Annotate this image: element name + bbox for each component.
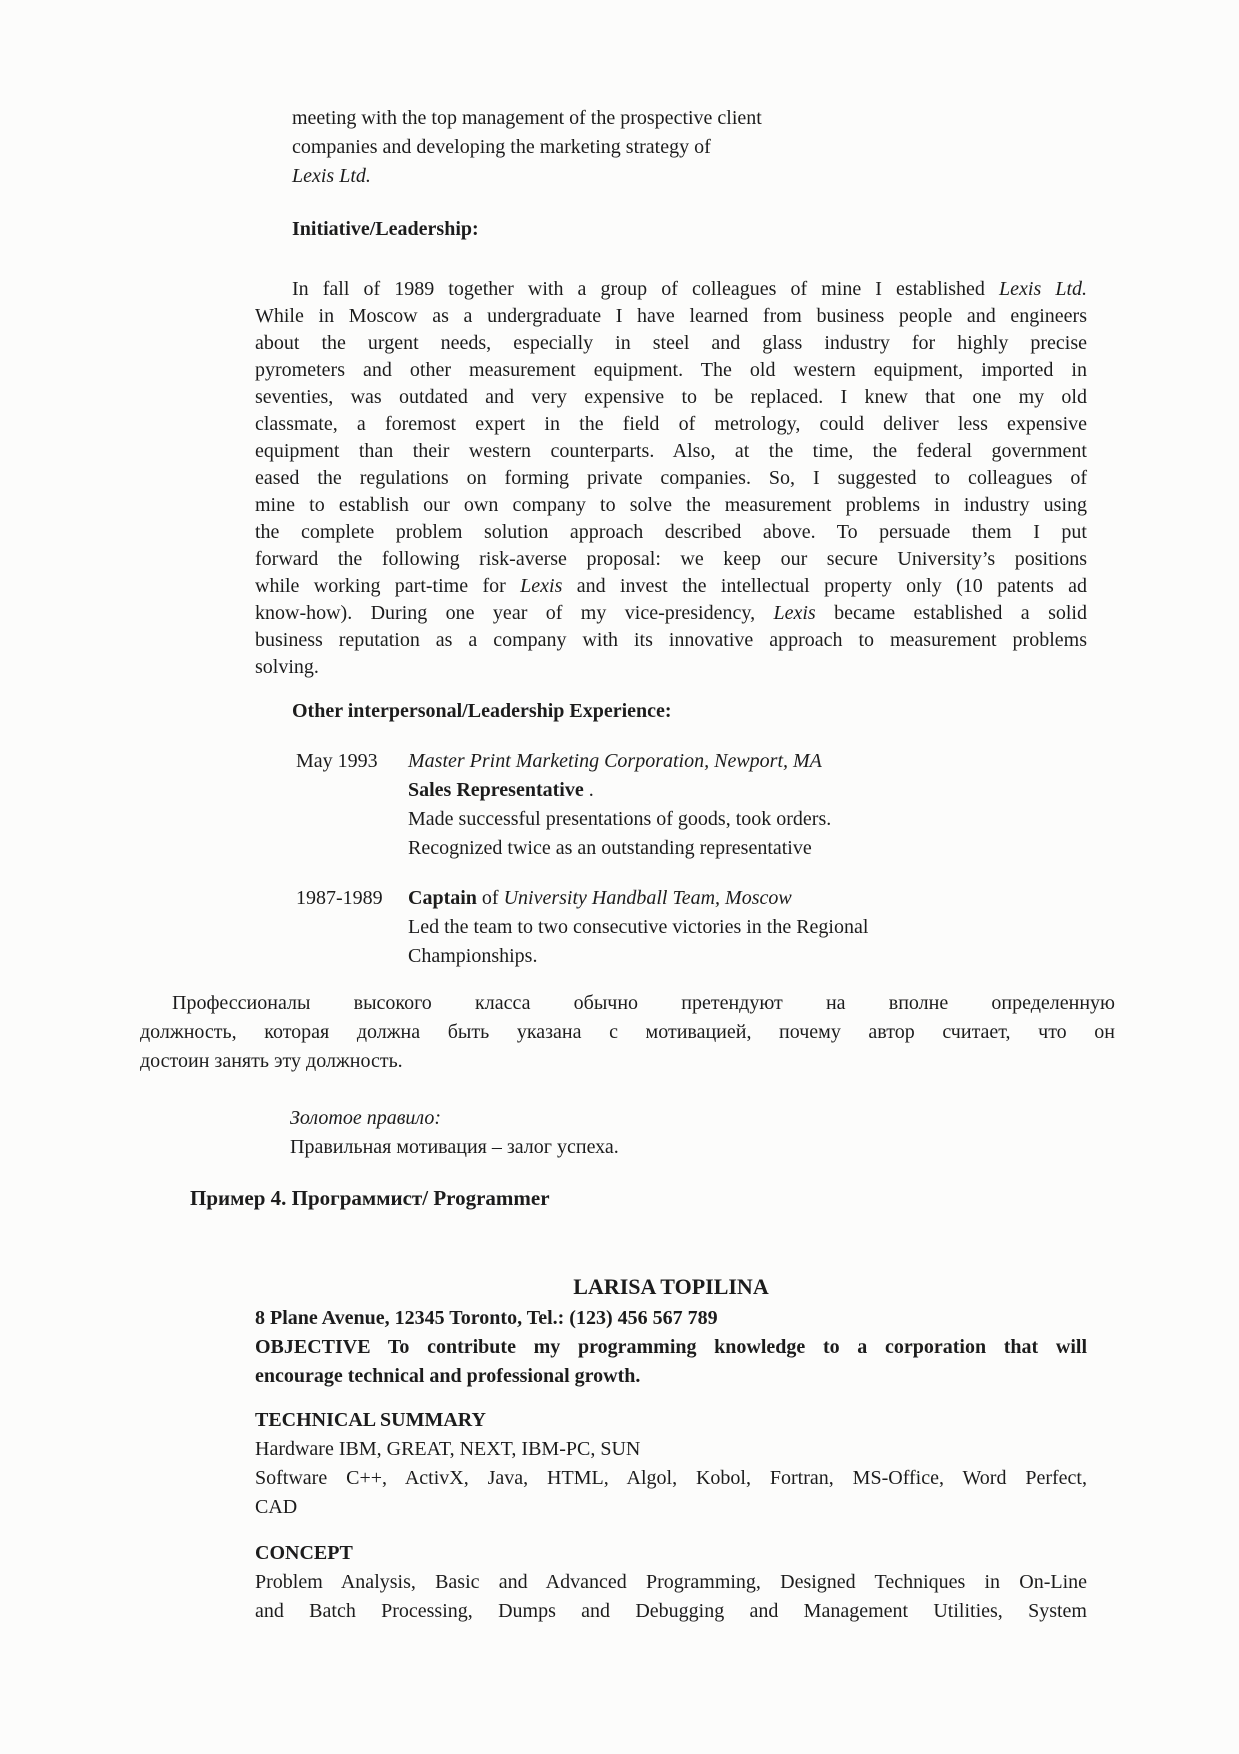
- concept-line: and Batch Processing, Dumps and Debugging and Management Utilities, System: [255, 1600, 1087, 1622]
- experience-title: Captain of University Handball Team, Moscow: [408, 887, 792, 909]
- experience-date: 1987-1989: [296, 887, 383, 909]
- resume-name: LARISA TOPILINA: [573, 1274, 769, 1299]
- experience-description: Led the team to two consecutive victories in the Regional: [408, 916, 869, 938]
- paragraph-line: while working part-time for Lexis and invest the intellectual property only (10 patents ad: [255, 575, 1087, 597]
- paragraph-line: pyrometers and other measurement equipment. The old western equipment, imported in: [255, 359, 1087, 381]
- concept-heading: CONCEPT: [255, 1542, 353, 1564]
- hardware-line: Hardware IBM, GREAT, NEXT, IBM-PC, SUN: [255, 1438, 641, 1460]
- russian-text-line: должность, которая должна быть указана с мотивацией, почему автор считает, что он: [140, 1021, 1115, 1043]
- concept-line: Problem Analysis, Basic and Advanced Programming, Designed Techniques in On-Line: [255, 1571, 1087, 1593]
- initiative-paragraph: [255, 276, 1087, 681]
- example-4-heading: Пример 4. Программист/ Programmer: [190, 1186, 550, 1210]
- software-line: Software C++, ActivX, Java, HTML, Algol, Kobol, Fortran, MS-Office, Word Perfect,: [255, 1467, 1087, 1489]
- russian-commentary-paragraph: [140, 989, 1115, 1076]
- paragraph-line: While in Moscow as a undergraduate I have learned from business people and engineers: [255, 305, 1087, 327]
- other-experience-heading: Other interpersonal/Leadership Experience:: [292, 700, 672, 722]
- paragraph-line: mine to establish our own company to solve the measurement problems in industry using: [255, 494, 1087, 516]
- intro-paragraph: [292, 104, 1239, 191]
- intro-line-company-name: Lexis Ltd.: [292, 165, 371, 187]
- experience-description: Made successful presentations of goods, took orders.: [408, 808, 832, 830]
- experience-date: May 1993: [296, 750, 378, 772]
- experience-details: [408, 884, 1119, 971]
- technical-summary-heading: TECHNICAL SUMMARY: [255, 1409, 486, 1431]
- experience-details: [408, 747, 1119, 863]
- experience-company: Master Print Marketing Corporation, Newport, MA: [408, 750, 822, 772]
- experience-entry-sales: [296, 747, 1119, 863]
- russian-text-line: достоин занять эту должность.: [140, 1050, 403, 1072]
- resume-example-block: [255, 1269, 1087, 1626]
- russian-text-line: Профессионалы высокого класса обычно претендуют на вполне определенную: [172, 992, 1115, 1014]
- intro-line: companies and developing the marketing strategy of: [292, 136, 711, 158]
- resume-address: 8 Plane Avenue, 12345 Toronto, Tel.: (123) 456 567 789: [255, 1307, 718, 1329]
- paragraph-line: business reputation as a company with its innovative approach to measurement problems: [255, 629, 1087, 651]
- paragraph-line: the complete problem solution approach described above. To persuade them I put: [255, 521, 1087, 543]
- golden-rule-text: Правильная мотивация – залог успеха.: [290, 1136, 619, 1158]
- paragraph-line: about the urgent needs, especially in steel and glass industry for highly precise: [255, 332, 1087, 354]
- paragraph-line: equipment than their western counterparts. Also, at the time, the federal government: [255, 440, 1087, 462]
- paragraph-line: eased the regulations on forming private companies. So, I suggested to colleagues of: [255, 467, 1087, 489]
- experience-entry-captain: [296, 884, 1119, 971]
- paragraph-line: forward the following risk-averse proposal: we keep our secure University’s positions: [255, 548, 1087, 570]
- paragraph-line: In fall of 1989 together with a group of colleagues of mine I established Lexis Ltd.: [292, 278, 1087, 300]
- paragraph-line: classmate, a foremost expert in the field of metrology, could deliver less expensive: [255, 413, 1087, 435]
- golden-rule-title: Золотое правило:: [290, 1107, 441, 1129]
- paragraph-line: seventies, was outdated and very expensive to be replaced. I knew that one my old: [255, 386, 1087, 408]
- experience-description: Championships.: [408, 945, 538, 967]
- intro-line: meeting with the top management of the prospective client: [292, 107, 762, 129]
- experience-title: Sales Representative .: [408, 779, 594, 801]
- golden-rule-block: [290, 1104, 1239, 1162]
- resume-objective-line: encourage technical and professional growth.: [255, 1365, 641, 1387]
- paragraph-line: know-how). During one year of my vice-presidency, Lexis became established a solid: [255, 602, 1087, 624]
- software-line: CAD: [255, 1496, 298, 1518]
- initiative-leadership-heading: Initiative/Leadership:: [292, 218, 479, 240]
- resume-objective-line: OBJECTIVE To contribute my programming knowledge to a corporation that will: [255, 1336, 1087, 1358]
- paragraph-line: solving.: [255, 656, 319, 678]
- experience-description: Recognized twice as an outstanding representative: [408, 837, 812, 859]
